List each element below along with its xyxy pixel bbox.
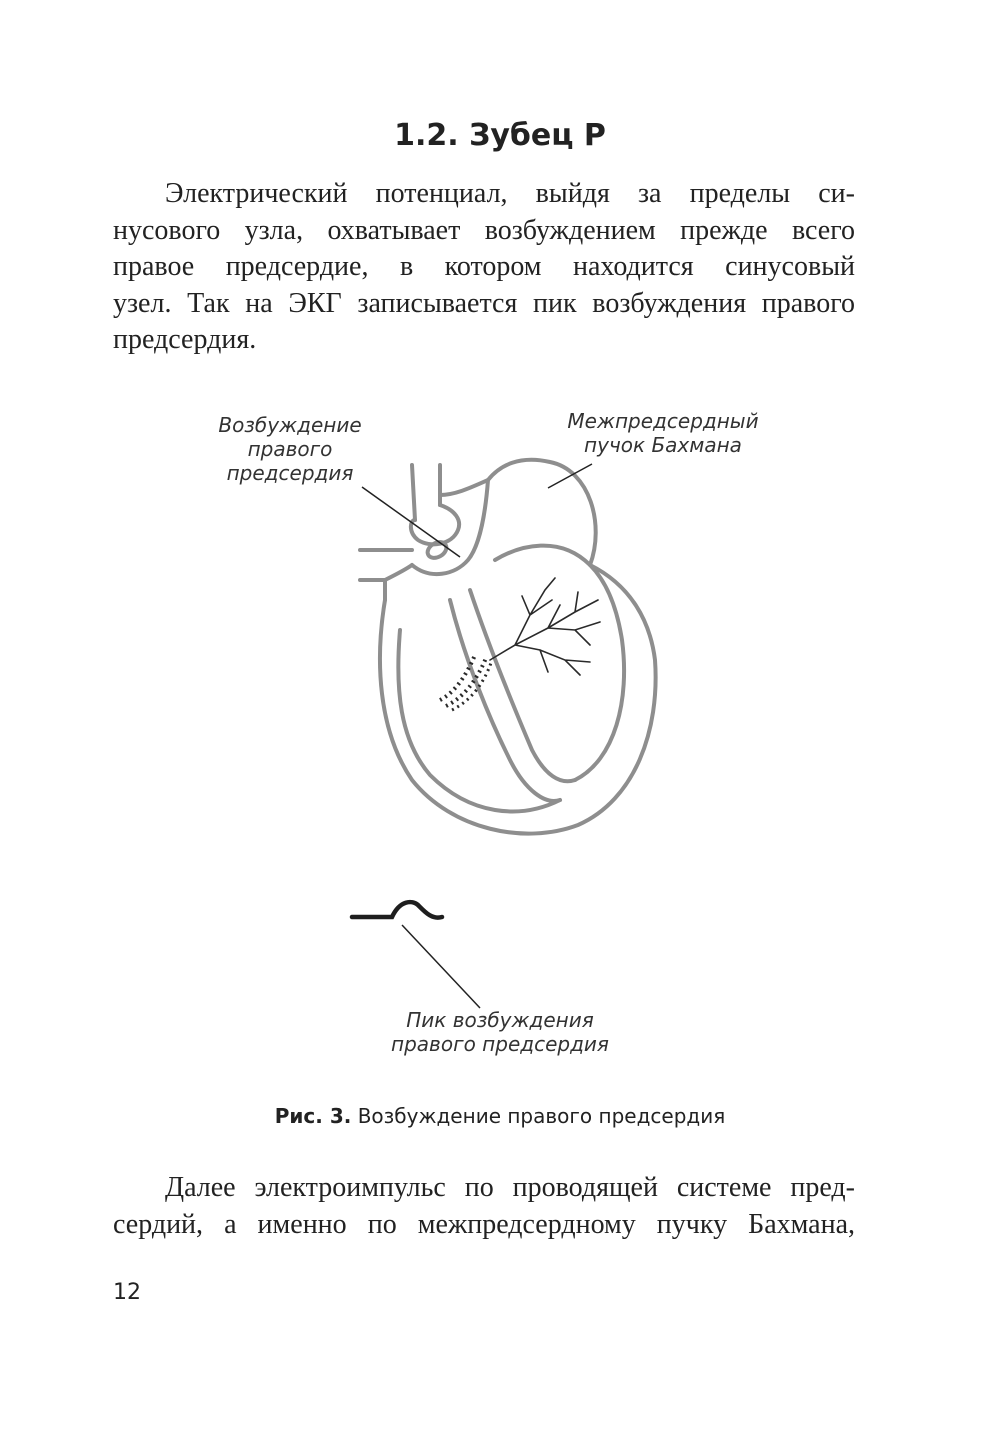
leader-bachmann	[548, 464, 592, 488]
paragraph-line: Далее электроимпульс по проводящей системе пред-	[165, 1172, 855, 1203]
paragraph-line: правое предсердие, в котором находится синусовый	[113, 251, 855, 282]
paragraph-line: предсердия.	[113, 324, 257, 355]
label-bachmann-bundle: Межпредсердный пучок Бахмана	[567, 409, 759, 457]
av-node-dots-2	[446, 658, 486, 706]
atria-inner	[495, 546, 590, 565]
paragraph-line: сердий, а именно по межпредсердному пучку Бахмана,	[113, 1208, 855, 1240]
vessel-left	[360, 550, 412, 600]
label-right-atrium-excitation: Возбуждение правого предсердия	[218, 413, 362, 485]
purkinje-fibers	[490, 578, 600, 675]
right-ventricle-wall	[575, 565, 624, 780]
left-ventricle-wall	[398, 630, 560, 811]
figure-caption	[0, 1104, 1000, 1128]
vena-cava	[412, 465, 440, 520]
paragraph-line: нусового узла, охватывает возбуждением прежде всего	[113, 214, 855, 246]
paragraph-line: Электрический потенциал, выйдя за пределы си-	[165, 178, 855, 209]
page-number: 12	[113, 1280, 141, 1305]
paragraph-continuation	[113, 1170, 855, 1243]
caption-prefix: Рис. 3.	[274, 1104, 352, 1128]
p-wave-trace	[352, 902, 442, 918]
leader-right-atrium	[362, 487, 460, 557]
caption-text: Возбуждение правого предсердия	[357, 1104, 726, 1128]
paragraph-line: узел. Так на ЭКГ записывается пик возбуждения правого	[113, 287, 855, 319]
heart-outline	[380, 460, 656, 834]
septum-right	[470, 590, 575, 781]
section-title: 1.2. Зубец Р	[394, 118, 606, 153]
leader-peak	[402, 925, 480, 1008]
label-p-wave-peak: Пик возбуждения правого предсердия	[391, 1008, 609, 1056]
